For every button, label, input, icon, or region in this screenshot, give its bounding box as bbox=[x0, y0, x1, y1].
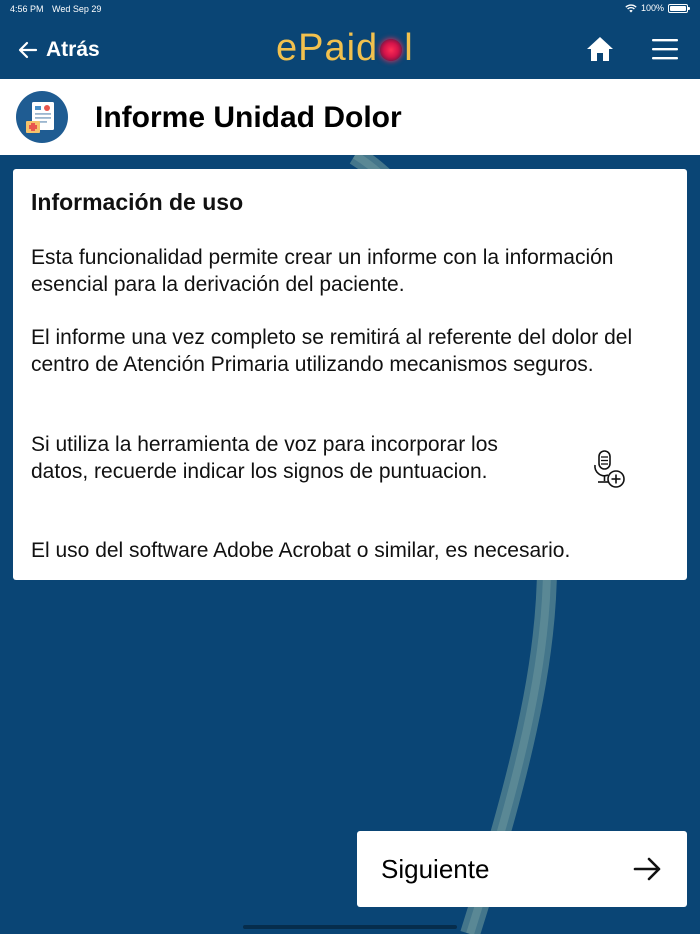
page-title: Informe Unidad Dolor bbox=[95, 101, 402, 134]
status-time: 4:56 PM bbox=[10, 4, 44, 14]
logo-dot-icon bbox=[380, 39, 402, 61]
info-paragraph: Si utiliza la herramienta de voz para incorporar los datos, recuerde indicar los signos de puntuacion. bbox=[31, 433, 498, 483]
report-icon bbox=[16, 91, 68, 143]
home-indicator[interactable] bbox=[243, 925, 457, 929]
voice-add-icon bbox=[591, 449, 627, 489]
arrow-right-icon bbox=[633, 855, 663, 883]
info-paragraph: Esta funcionalidad permite crear un informe con la información esencial para la derivación del paciente. bbox=[31, 246, 614, 296]
status-date: Wed Sep 29 bbox=[52, 4, 102, 14]
info-paragraph: El uso del software Adobe Acrobat o similar, es necesario. bbox=[31, 539, 571, 562]
epaidol-logo bbox=[276, 26, 414, 70]
info-paragraph: El informe una vez completo se remitirá al referente del dolor del centro de Atención Primaria utilizando mecanismos seguros. bbox=[31, 326, 633, 376]
battery-icon bbox=[668, 4, 688, 13]
home-icon[interactable] bbox=[585, 34, 615, 64]
logo-text-suffix: l bbox=[404, 26, 414, 69]
navigation-bar bbox=[0, 18, 700, 79]
status-indicators bbox=[625, 3, 688, 13]
logo-text-prefix: ePaid bbox=[276, 26, 379, 69]
info-card-title: Información de uso bbox=[31, 189, 244, 215]
back-label: Atrás bbox=[46, 38, 100, 61]
menu-icon[interactable] bbox=[651, 36, 679, 62]
back-button[interactable] bbox=[18, 36, 100, 64]
page-header bbox=[0, 79, 700, 155]
status-bar bbox=[0, 0, 700, 18]
next-button[interactable] bbox=[357, 831, 687, 907]
usage-info-card bbox=[13, 169, 687, 580]
next-button-label: Siguiente bbox=[381, 854, 490, 884]
wifi-icon bbox=[625, 4, 637, 13]
battery-percentage: 100% bbox=[640, 3, 664, 13]
back-arrow-icon bbox=[18, 41, 38, 59]
